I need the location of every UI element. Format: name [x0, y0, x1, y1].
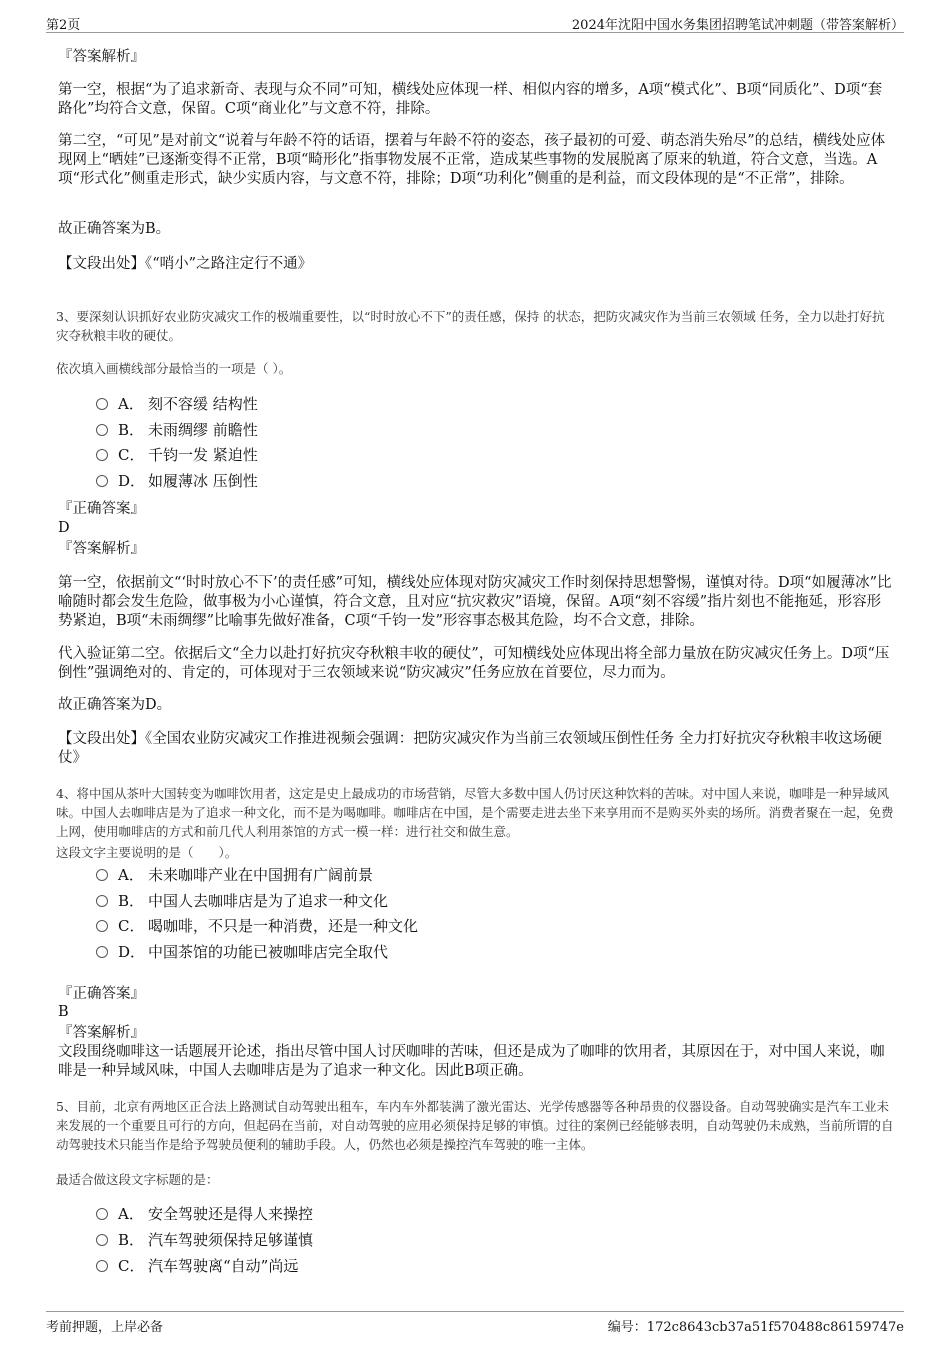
q4-prompt: 这段文字主要说明的是（ ）。 — [56, 845, 238, 860]
q3-prompt: 依次填入画横线部分最恰当的一项是（ ）。 — [56, 361, 292, 376]
radio-icon[interactable] — [96, 424, 108, 436]
q4-stem: 4、将中国从茶叶大国转变为咖啡饮用者，这定是史上最成功的市场营销，尽管大多数中国人仍讨厌这种饮料的苦味。对中国人来说，咖啡是一种异域风味。中国人去咖啡店是为了追求一种文化，而不是为喝咖啡。咖啡店在中国，是个需要走进去坐下来享用而不是购买外卖的场所。消费者聚在一起，免费上网，使用咖啡店的方式和前几代人利用茶馆的方式一模一样：进行社交和做生意。 — [56, 786, 894, 839]
radio-icon[interactable] — [96, 398, 108, 410]
q3-correct-answer: D — [58, 520, 70, 536]
page-footer — [46, 1311, 904, 1336]
document-code: 编号：172c8643cb37a51f570488c86159747e — [607, 1320, 904, 1335]
page-header — [46, 12, 904, 33]
q5-prompt: 最适合做这段文字标题的是： — [56, 1172, 219, 1187]
radio-icon[interactable] — [96, 1234, 108, 1246]
footer-slogan: 考前押题，上岸必备 — [46, 1320, 164, 1335]
q3-option-d[interactable]: D． 如履薄冰 压倒性 — [96, 470, 258, 492]
q5-option-a[interactable]: A． 安全驾驶还是得人来操控 — [96, 1203, 313, 1225]
radio-icon[interactable] — [96, 869, 108, 881]
q2-analysis-p1: 第一空，根据“为了追求新奇、表现与众不同”可知，横线处应体现一样、相似内容的增多，A项“模式化”、B项“同质化”、D项“套路化”均符合文意，保留。C项“商业化”与文意不符，排除。 — [58, 82, 883, 117]
radio-icon[interactable] — [96, 475, 108, 487]
q3-option-a[interactable]: A． 刻不容缓 结构性 — [96, 393, 258, 415]
q5-option-c[interactable]: C． 汽车驾驶离“自动”尚远 — [96, 1255, 298, 1277]
page-number: 第2页 — [46, 18, 81, 33]
q3-option-b[interactable]: B． 未雨绸缪 前瞻性 — [96, 419, 258, 441]
radio-icon[interactable] — [96, 1208, 108, 1220]
q5-option-b[interactable]: B． 汽车驾驶须保持足够谨慎 — [96, 1229, 313, 1251]
q3-analysis-p2: 代入验证第二空。依据后文“全力以赴打好抗灾夺秋粮丰收的硬仗”，可知横线处应体现出将全部力量放在防灾减灾任务上。D项“压倒性”强调绝对的、肯定的，可体现对于三农领域来说“防灾减灾”任务应放在首要位，尽力而为。 — [58, 646, 890, 681]
q4-option-c[interactable]: C． 喝咖啡，不只是一种消费，还是一种文化 — [96, 915, 418, 937]
document-title: 2024年沈阳中国水务集团招聘笔试冲刺题（带答案解析） — [571, 18, 904, 33]
q4-correct-answer: B — [58, 1004, 69, 1020]
q2-analysis-label: 『答案解析』 — [58, 49, 145, 65]
q3-correct-label: 『正确答案』 — [58, 501, 145, 517]
q3-analysis-label: 『答案解析』 — [58, 541, 145, 557]
q4-correct-label: 『正确答案』 — [58, 986, 145, 1002]
radio-icon[interactable] — [96, 895, 108, 907]
q3-conclusion: 故正确答案为D。 — [58, 697, 172, 713]
q3-option-c[interactable]: C． 千钧一发 紧迫性 — [96, 444, 258, 466]
q4-option-b[interactable]: B． 中国人去咖啡店是为了追求一种文化 — [96, 890, 388, 912]
radio-icon[interactable] — [96, 946, 108, 958]
q4-analysis: 文段围绕咖啡这一话题展开论述，指出尽管中国人讨厌咖啡的苦味，但还是成为了咖啡的饮用者，其原因在于，对中国人来说，咖啡是一种异域风味，中国人去咖啡店是为了追求一种文化。因此B项正确。 — [58, 1044, 885, 1079]
radio-icon[interactable] — [96, 1260, 108, 1272]
q3-stem: 3、要深刻认识抓好农业防灾减灾工作的极端重要性，以“时时放心不下”的责任感，保持 的状态，把防灾减灾作为当前三农领域 任务，全力以赴打好抗灾夺秋粮丰收的硬仗。 — [56, 309, 885, 343]
q3-analysis-p1: 第一空，依据前文“‘时时放心不下’的责任感”可知，横线处应体现对防灾减灾工作时刻保持思想警惕，谨慎对待。D项“如履薄冰”比喻随时都会发生危险，做事极为小心谨慎，符合文意，且对应“抗灾救灾”语境，保留。A项“刻不容缓”指片刻也不能拖延，形容形势紧迫，B项“未雨绸缪”比喻事先做好准备，C项“千钧一发”形容事态极其危险，均不合文意，排除。 — [58, 575, 892, 629]
radio-icon[interactable] — [96, 920, 108, 932]
radio-icon[interactable] — [96, 449, 108, 461]
q4-option-d[interactable]: D． 中国茶馆的功能已被咖啡店完全取代 — [96, 941, 388, 963]
q2-analysis-p2: 第二空，“可见”是对前文“说着与年龄不符的话语，摆着与年龄不符的姿态，孩子最初的可爱、萌态消失殆尽”的总结，横线处应体现网上“晒娃”已逐渐变得不正常，B项“畸形化”指事物发展不正常，造成某些事物的发展脱离了原来的轨道，符合文意，当选。A项“形式化”侧重走形式，缺少实质内容，与文意不符，排除；D项“功利化”侧重的是利益，而文段体现的是“不正常”，排除。 — [58, 133, 886, 187]
q5-stem: 5、目前，北京有两地区正合法上路测试自动驾驶出租车，车内车外都装满了激光雷达、光学传感器等各种昂贵的仪器设备。自动驾驶确实是汽车工业未来发展的一个重要且可行的方向，但起码在当前，对自动驾驶的应用必须保持足够的审慎。过往的案例已经能够表明，自动驾驶仍未成熟，当前所谓的自动驾驶技术只能当作是给予驾驶员便利的辅助手段。人，仍然也必须是操控汽车驾驶的唯一主体。 — [56, 1099, 894, 1152]
q2-conclusion: 故正确答案为B。 — [58, 221, 171, 237]
q4-option-a[interactable]: A． 未来咖啡产业在中国拥有广阔前景 — [96, 864, 373, 886]
q4-analysis-label: 『答案解析』 — [58, 1025, 145, 1041]
q2-source: 【文段出处】《“哨小”之路注定行不通》 — [58, 256, 313, 272]
q3-source: 【文段出处】《全国农业防灾减灾工作推进视频会强调：把防灾减灾作为当前三农领域压倒性任务 全力打好抗灾夺秋粮丰收这场硬仗》 — [58, 731, 882, 766]
